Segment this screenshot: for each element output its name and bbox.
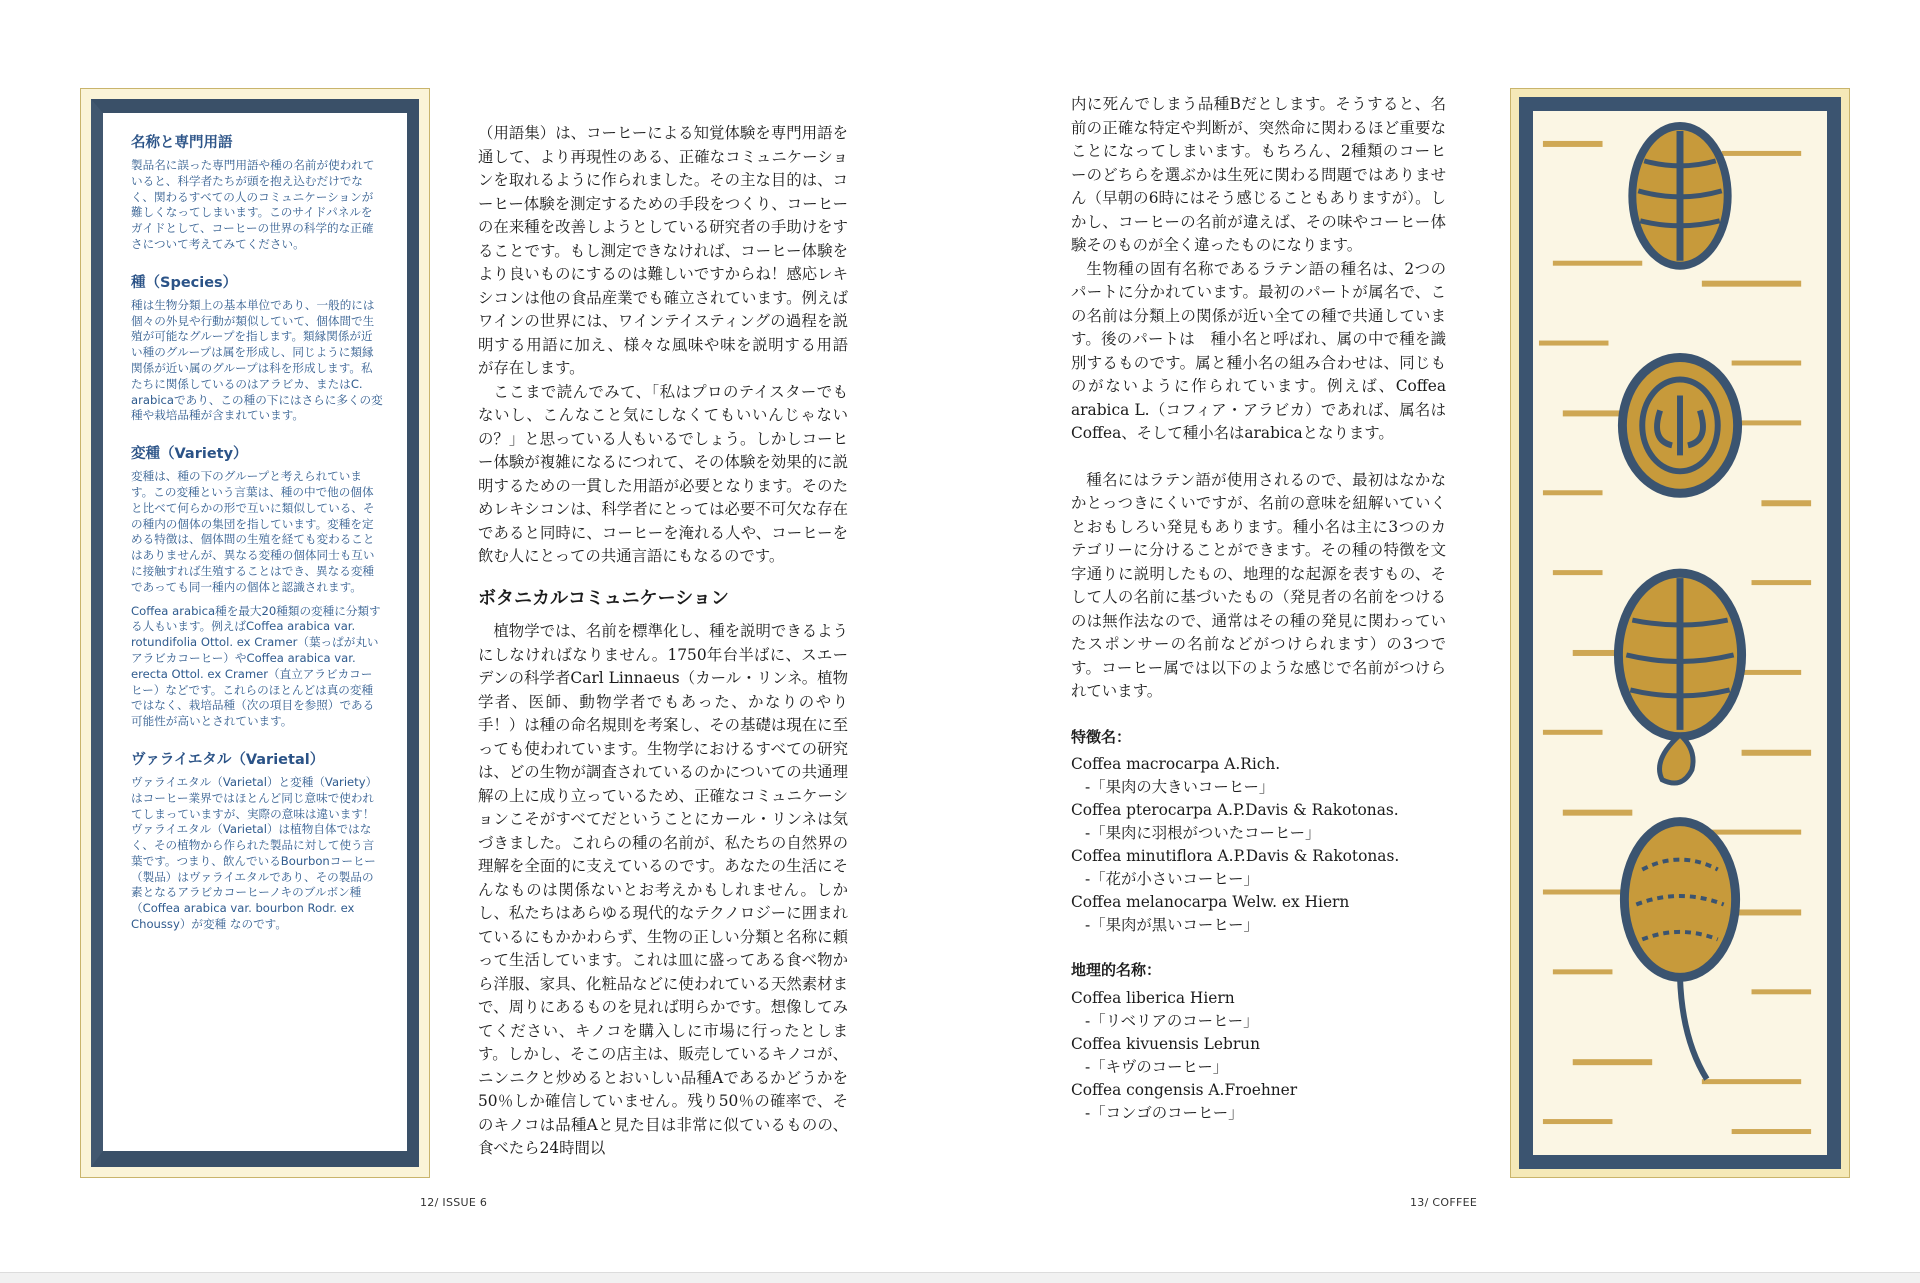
species-meaning: -「コンゴのコーヒー」 xyxy=(1085,1103,1244,1122)
species-name: Coffea pterocarpa A.P.Davis & Rakotonas. xyxy=(1071,801,1399,819)
sidebar-section xyxy=(131,131,383,253)
species-meaning: -「花が小さいコーヒー」 xyxy=(1085,870,1259,888)
sidebar-section xyxy=(131,748,383,933)
body-paragraph: 種名にはラテン語が使用されるので、最初はなかなかとっつきにくいですが、名前の意味を紐解いていくとおもしろい発見もあります。種小名は主に3つのカテゴリーに分けることができます。その種の特徴を文字通りに説明したもの、地理的な起源を表すもの、そして人の名前に基づいたもの（発見者の名前をつけるのは無作法なので、通常はその種の発見に関わっていたスポンサーの名前などがつけられます）の3つです。コーヒー属では以下のような感じで名前がつけられています。 xyxy=(1071,470,1446,700)
body-paragraph: 植物学では、名前を標準化し、種を説明できるようにしなければなりません。1750年台半ばに、スエーデンの科学者Carl Linnaeus（カール・リンネ。植物学者、医師、動物学者でもあった、かなりのやり手！）は種の命名規則を考案し、その基礎は現在に至っても使われています。生物学におけるすべての研究は、どの生物が調査されているのかについての共通理解の上に成り立っているため、正確なコミュニケーションこそがすべてだということにカール・リンネは気づきました。これらの種の名前が、私たちの自然界の理解を全面的に支えているのです。あなたの生活にそんなものは関係ないとお考えかもしれません。しかし、私たちはあらゆる現代的なテクノロジーに囲まれているにもかかわらず、生物の正しい分類と名称に頼って生活しています。これは皿に盛ってある食べ物から洋服、家具、化粧品などに使われている天然素材まで、周りにあるものを見れば明らかです。想像してみてください、キノコを購入しに市場に行ったとします。しかし、そこの店主は、販売しているキノコが、ニンニクと炒めるとおいしい品種Aであるかどうかを50％しか確信していません。残り50％の確率で、そのキノコは品種Aと見た目は非常に似ているものの、食べたら24時間以 xyxy=(478,622,848,1157)
sidebar-border xyxy=(91,99,419,1167)
geographic-names-list xyxy=(1071,987,1446,1125)
sidebar-paragraph: 変種は、種の下のグループと考えられています。この変種という言葉は、種の中で他の個体と比べて何らかの形で互いに類似している、その種内の個体の集団を指しています。変種を定める特徴は、個体間の生殖を経ても変わることはありませんが、異なる変種の個体同士も互いに接触すれば生殖することはでき、異なる変種であっても同一種内の個体と認識されます。 xyxy=(131,469,375,594)
coffee-bean-icon-4 xyxy=(1624,822,1735,1080)
coffee-bean-icon-2 xyxy=(1622,358,1737,494)
species-name: Coffea liberica Hiern xyxy=(1071,988,1235,1007)
species-name: Coffea congensis A.Froehner xyxy=(1071,1080,1298,1099)
page-number-left: 12/ ISSUE 6 xyxy=(420,1196,488,1209)
sidebar-content xyxy=(131,131,383,1131)
art-panel xyxy=(1510,88,1850,1178)
sidebar-paragraph: 製品名に誤った専門用語や種の名前が使われていると、科学者たちが頭を抱え込むだけでなく、関わるすべての人のコミュニケーションが難しくなってしまいます。このサイドパネルをガイドとして、コーヒーの世界の科学的な正確さについて考えてみてください。 xyxy=(131,158,375,251)
body-paragraph: 内に死んでしまう品種Bだとします。そうすると、名前の正確な特定や判断が、突然命に関わるほど重要なことになってしまいます。もちろん、2種類のコーヒーのどちらを選ぶかは生死に関わる問題ではありません（早朝の6時にはそう感じることもありますが）。しかし、コーヒーの名前が違えば、その味やコーヒー体験そのものが全く違ったものになります。 xyxy=(1071,95,1446,254)
species-meaning: -「果肉に羽根がついたコーヒー」 xyxy=(1085,824,1321,842)
feature-names-list xyxy=(1071,753,1446,937)
page-number-right: 13/ COFFEE xyxy=(1410,1196,1478,1209)
article-column-right xyxy=(1071,93,1446,1125)
sidebar-section-heading: 種（Species） xyxy=(131,274,238,291)
species-meaning: -「果肉が黒いコーヒー」 xyxy=(1085,916,1259,934)
art-border xyxy=(1519,97,1841,1169)
geographic-names-heading: 地理的名称： xyxy=(1071,961,1162,979)
article-column-left xyxy=(478,122,848,1161)
sidebar-section xyxy=(131,442,383,730)
species-name: Coffea melanocarpa Welw. ex Hiern xyxy=(1071,893,1350,911)
feature-names-heading: 特徴名： xyxy=(1071,727,1132,746)
species-meaning: -「キヴのコーヒー」 xyxy=(1085,1057,1229,1076)
sidebar-section-heading: ヴァライエタル（Varietal） xyxy=(131,751,325,768)
body-paragraph: ここまで読んでみて、「私はプロのテイスターでもないし、こんなこと気にしなくてもいいんじゃないの？」と思っている人もいるでしょう。しかしコーヒー体験が複雑になるにつれて、その体験を効果的に説明するための一貫した用語が必要となります。そのためレキシコンは、科学者にとっては必要不可欠な存在であると同時に、コーヒーを淹れる人や、コーヒーを飲む人にとっての共通言語にもなるのです。 xyxy=(478,382,848,565)
species-name: Coffea minutiflora A.P.Davis & Rakotonas. xyxy=(1071,847,1400,865)
section-heading-botanical: ボタニカルコミュニケーション xyxy=(478,587,729,609)
sidebar-section-heading: 変種（Variety） xyxy=(131,446,248,463)
body-paragraph: 生物種の固有名称であるラテン語の種名は、2つのパートに分かれています。最初のパートが属名で、この名前は分類上の関係が近い全ての種で共通しています。後のパートは 種小名と呼ばれ、属の中で種を識別するものです。属と種小名の組み合わせは、同じものがないように作られています。例えば、Coffea arabica L.（コフィア・アラビカ）であれば、属名はCoffea、そして種小名はarabicaとなります。 xyxy=(1071,259,1446,442)
sidebar-paragraph: ヴァライエタル（Varietal）と変種（Variety）はコーヒー業界ではほとんど同じ意味で使われてしまっていますが、実際の意味は違います！ヴァライエタル（Varietal）は植物自体ではなく、その植物から作られた製品に対して使う言葉です。つまり、飲んでいるBourbonコーヒー（製品）はヴァライエタルであり、その製品の素となるアラビカコーヒーノキのブルボン種（Coffea arabica var. bourbon Rodr. ex Choussy）が変種 なのです。 xyxy=(131,774,378,932)
coffee-bean-woodcut-illustration xyxy=(1533,111,1827,1155)
sidebar-section xyxy=(131,271,383,424)
body-paragraph: （用語集）は、コーヒーによる知覚体験を専門用語を通して、より再現性のある、正確なコミュニケーションを取れるように作られました。その主な目的は、コーヒー体験を測定するための手段をつくり、コーヒーの在来種を改善しようとしている研究者の手助けをすることです。もし測定できなければ、コーヒー体験をより良いものにするのは難しいですからね！感応レキシコンは他の食品産業でも確立されています。例えばワインの世界には、ワインテイスティングの過程を説明する用語に加え、様々な風味や味を説明する用語が存在します。 xyxy=(478,124,848,377)
coffee-bean-icon-1 xyxy=(1632,126,1727,266)
species-meaning: -「リベリアのコーヒー」 xyxy=(1085,1011,1259,1030)
coffee-bean-icon-3 xyxy=(1618,573,1741,783)
sidebar-panel xyxy=(80,88,430,1178)
sidebar-section-heading: 名称と専門用語 xyxy=(131,135,233,151)
bottom-edge-rule xyxy=(0,1272,1920,1283)
sidebar-paragraph: 種は生物分類上の基本単位であり、一般的には個々の外見や行動が類似していて、個体間で生殖が可能なグループを指します。類縁関係が近い種のグループは属を形成し、同じように類縁関係が近い属のグループは科を形成します。私たちに関係しているのはアラビカ、またはC. arabicaであり、この種の下にはさらに多くの変種や栽培品種が含まれています。 xyxy=(131,297,383,423)
sidebar-paragraph: Coffea arabica種を最大20種類の変種に分類する人もいます。例えばCoffea arabica var. rotundifolia Ottol. ex Cramer（葉っぱが丸いアラビカコーヒー）やCoffea arabica var. erecta Ottol. ex Cramer（直立アラビカコーヒー）などです。これらのほとんどは真の変種ではなく、栽培品種（次の項目を参照）である可能性が高いとされています。 xyxy=(131,603,381,729)
species-meaning: -「果肉の大きいコーヒー」 xyxy=(1085,778,1275,796)
species-name: Coffea kivuensis Lebrun xyxy=(1071,1034,1261,1053)
species-name: Coffea macrocarpa A.Rich. xyxy=(1071,755,1281,773)
